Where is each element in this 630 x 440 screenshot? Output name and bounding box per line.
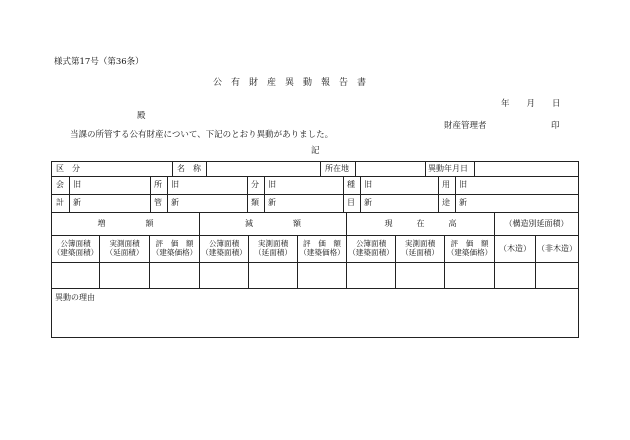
reason-label: 異動の理由 xyxy=(55,293,95,302)
intro-text: 当課の所管する公有財産について、下記のとおり異動がありました。 xyxy=(70,130,334,140)
ido-date-label: 異動年月日 xyxy=(428,164,468,173)
form-number: 様式第17号（第36条） xyxy=(54,57,144,67)
date-field: 年 月 日 xyxy=(501,99,561,109)
col-header-4: 公簿面積 （建築面積） xyxy=(201,239,247,257)
moku-label: 目 xyxy=(347,198,355,207)
document-title: 公 有 財 産 異 動 報 告 書 xyxy=(213,78,367,88)
kyu-label-1: 旧 xyxy=(73,180,81,189)
shin-label-5: 新 xyxy=(459,198,467,207)
shin-label-3: 新 xyxy=(268,198,276,207)
kyu-label-3: 旧 xyxy=(268,180,276,189)
mokuzo-header: （木造） xyxy=(499,244,531,253)
col-header-1: 公簿面積 （建築面積） xyxy=(52,239,99,257)
himokuzo-header: （非木造） xyxy=(537,244,577,253)
col-header-2: 実測面積 （延面積） xyxy=(105,239,144,257)
sho-label: 所 xyxy=(154,180,162,189)
col-header-3: 評 価 額 （建築価格） xyxy=(151,239,198,257)
kyu-label-2: 旧 xyxy=(171,180,179,189)
seal-mark: 印 xyxy=(551,121,560,131)
kei-label: 計 xyxy=(56,198,64,207)
meisho-label: 名 称 xyxy=(177,164,201,173)
kubun-label: 区 分 xyxy=(56,164,80,173)
yo-label: 用 xyxy=(442,180,450,189)
manager-label: 財産管理者 xyxy=(444,121,487,131)
col-header-9: 評 価 額 （建築価格） xyxy=(446,239,493,257)
kai-label: 会 xyxy=(56,180,64,189)
col-header-7: 公簿面積 （建築面積） xyxy=(348,239,394,257)
col-header-6: 評 価 額 （建築価格） xyxy=(299,239,345,257)
zogaku-header: 増 額 xyxy=(97,219,154,228)
ki-label: 記 xyxy=(311,146,320,156)
rui-label: 類 xyxy=(251,198,259,207)
addressee-suffix: 殿 xyxy=(137,111,146,121)
kozobetsu-header: （構造別延面積） xyxy=(504,219,569,228)
gengaku-header: 減 額 xyxy=(245,219,301,228)
shin-label-4: 新 xyxy=(364,198,372,207)
to-label: 途 xyxy=(442,198,450,207)
shozaichi-label: 所在地 xyxy=(325,164,349,173)
shin-label-1: 新 xyxy=(73,198,81,207)
kyu-label-5: 旧 xyxy=(459,180,467,189)
col-header-5: 実測面積 （延面積） xyxy=(254,239,292,257)
kyu-label-4: 旧 xyxy=(364,180,372,189)
shu-label: 種 xyxy=(347,180,355,189)
bun-label: 分 xyxy=(251,180,259,189)
shin-label-2: 新 xyxy=(171,198,179,207)
kan-label: 管 xyxy=(154,198,162,207)
col-header-8: 実測面積 （延面積） xyxy=(401,239,439,257)
genzaidaka-header: 現 在 高 xyxy=(384,219,457,228)
